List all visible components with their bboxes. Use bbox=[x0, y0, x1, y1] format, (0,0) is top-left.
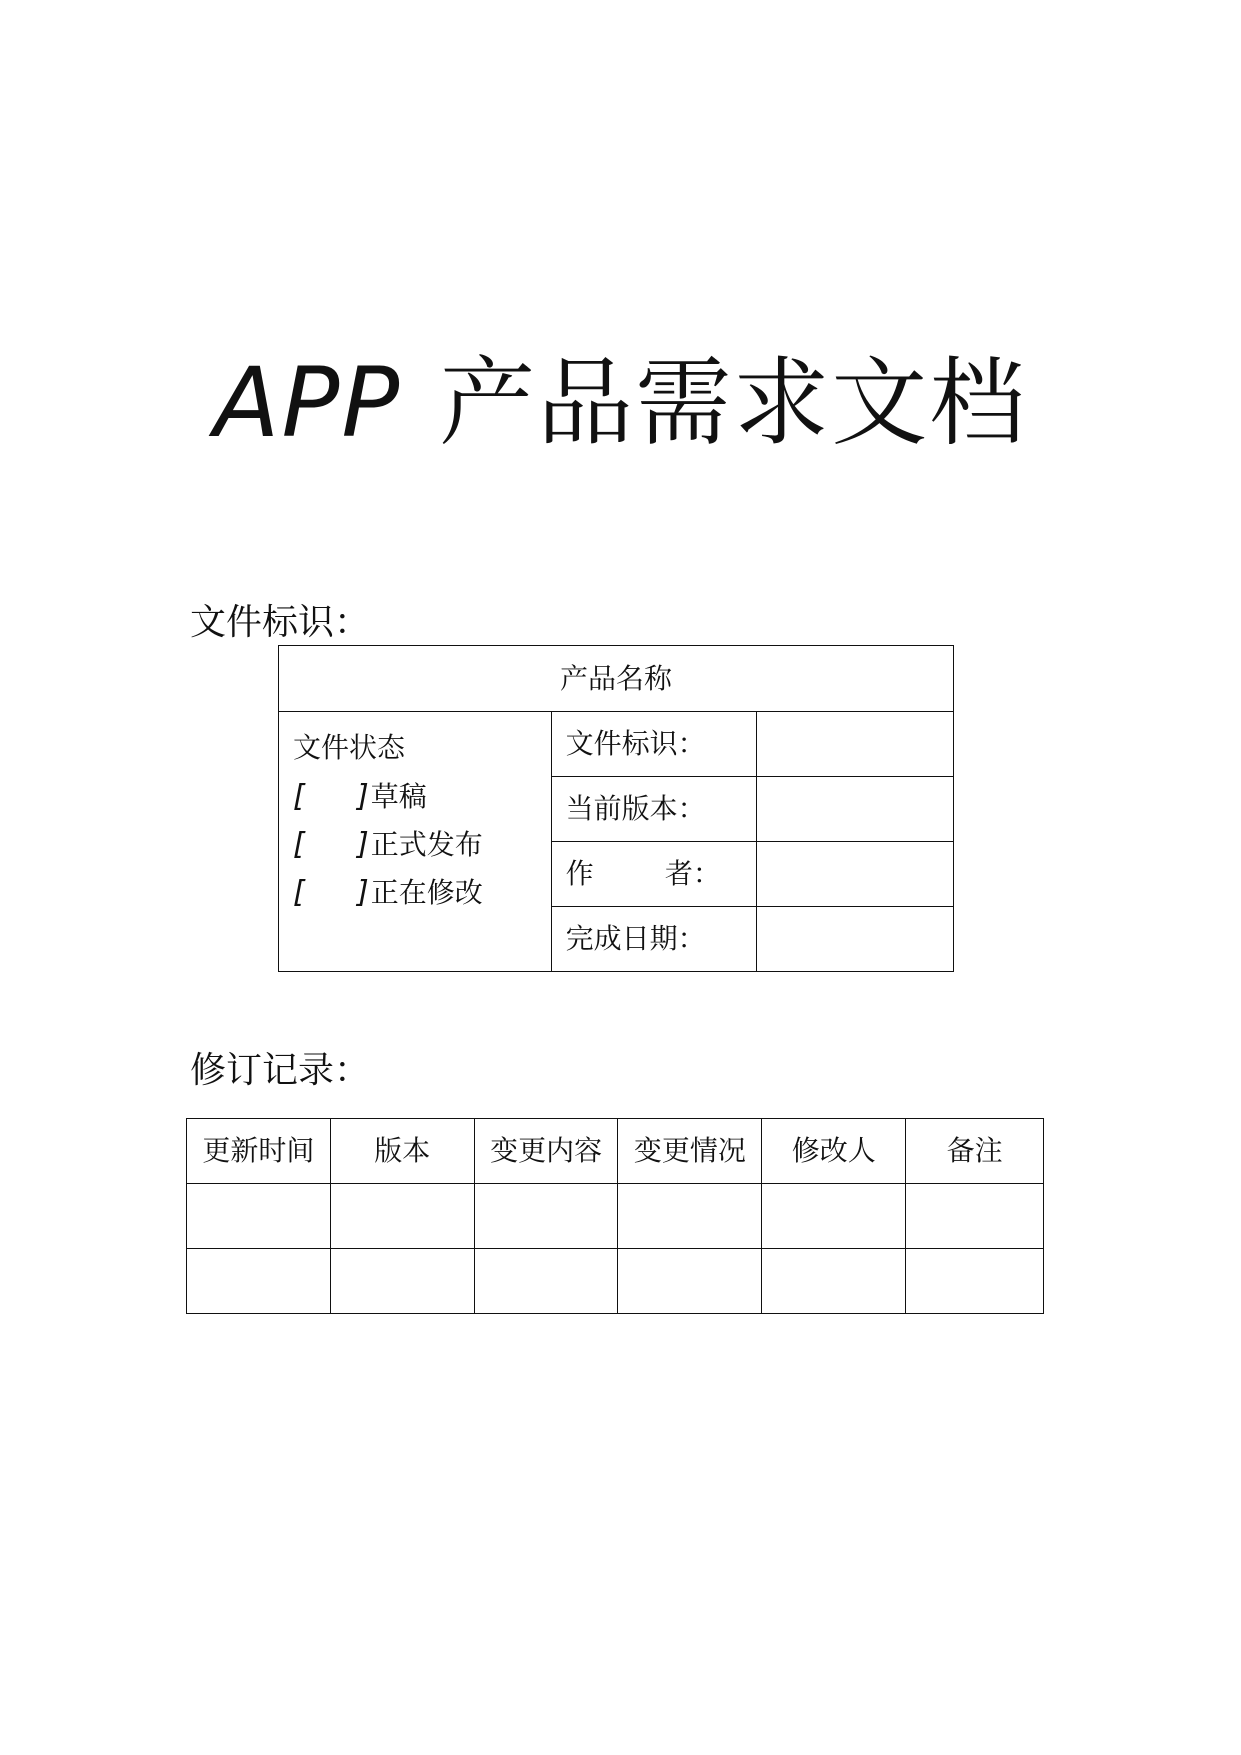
revision-header-update-time: 更新时间 bbox=[187, 1119, 331, 1184]
file-identification-table bbox=[278, 645, 954, 972]
revision-cell[interactable] bbox=[474, 1184, 618, 1249]
revision-header-change-status: 变更情况 bbox=[618, 1119, 762, 1184]
revision-header-remarks: 备注 bbox=[906, 1119, 1044, 1184]
status-checkbox-open: [ bbox=[293, 827, 305, 862]
field-label-file-id: 文件标识： bbox=[551, 712, 757, 777]
status-option-draft[interactable] bbox=[293, 779, 551, 814]
status-option-revising[interactable] bbox=[293, 875, 551, 910]
revision-cell[interactable] bbox=[330, 1184, 474, 1249]
field-value-author[interactable] bbox=[757, 842, 954, 907]
revision-header-row bbox=[187, 1119, 1044, 1184]
status-checkbox-open: [ bbox=[293, 875, 305, 910]
page-title bbox=[0, 347, 1241, 459]
product-name-header: 产品名称 bbox=[279, 646, 954, 712]
revision-record-table bbox=[186, 1118, 1044, 1314]
revision-cell[interactable] bbox=[906, 1249, 1044, 1314]
file-field-row bbox=[279, 712, 954, 777]
revision-cell[interactable] bbox=[618, 1249, 762, 1314]
revision-cell[interactable] bbox=[187, 1249, 331, 1314]
status-option-published[interactable] bbox=[293, 827, 551, 862]
status-checkbox-close: ] bbox=[357, 827, 369, 862]
field-value-current-version[interactable] bbox=[757, 777, 954, 842]
revision-row bbox=[187, 1184, 1044, 1249]
status-checkbox-close: ] bbox=[357, 875, 369, 910]
revision-cell[interactable] bbox=[187, 1184, 331, 1249]
revision-cell[interactable] bbox=[618, 1184, 762, 1249]
status-option-label: 正在修改 bbox=[370, 876, 483, 909]
revision-cell[interactable] bbox=[762, 1249, 906, 1314]
status-option-label: 正式发布 bbox=[370, 828, 483, 861]
revision-record-label: 修订记录： bbox=[190, 1050, 371, 1091]
page-title-latin: APP bbox=[213, 347, 402, 459]
revision-row bbox=[187, 1249, 1044, 1314]
page-title-cjk: 产品需求文档 bbox=[439, 347, 1028, 459]
field-label-completion-date: 完成日期： bbox=[551, 907, 757, 972]
revision-cell[interactable] bbox=[474, 1249, 618, 1314]
revision-header-modifier: 修改人 bbox=[762, 1119, 906, 1184]
status-checkbox-close: ] bbox=[357, 779, 369, 814]
status-option-label: 草稿 bbox=[370, 780, 427, 813]
field-value-completion-date[interactable] bbox=[757, 907, 954, 972]
field-label-current-version: 当前版本： bbox=[551, 777, 757, 842]
status-checkbox-open: [ bbox=[293, 779, 305, 814]
file-status-heading: 文件状态 bbox=[293, 731, 406, 764]
revision-cell[interactable] bbox=[330, 1249, 474, 1314]
revision-cell[interactable] bbox=[762, 1184, 906, 1249]
file-status-cell bbox=[279, 712, 552, 972]
field-value-file-id[interactable] bbox=[757, 712, 954, 777]
revision-header-change-content: 变更内容 bbox=[474, 1119, 618, 1184]
revision-header-version: 版本 bbox=[330, 1119, 474, 1184]
field-label-author: 作 者： bbox=[551, 842, 757, 907]
revision-cell[interactable] bbox=[906, 1184, 1044, 1249]
file-identification-label: 文件标识： bbox=[190, 602, 371, 643]
product-name-row bbox=[279, 646, 954, 712]
